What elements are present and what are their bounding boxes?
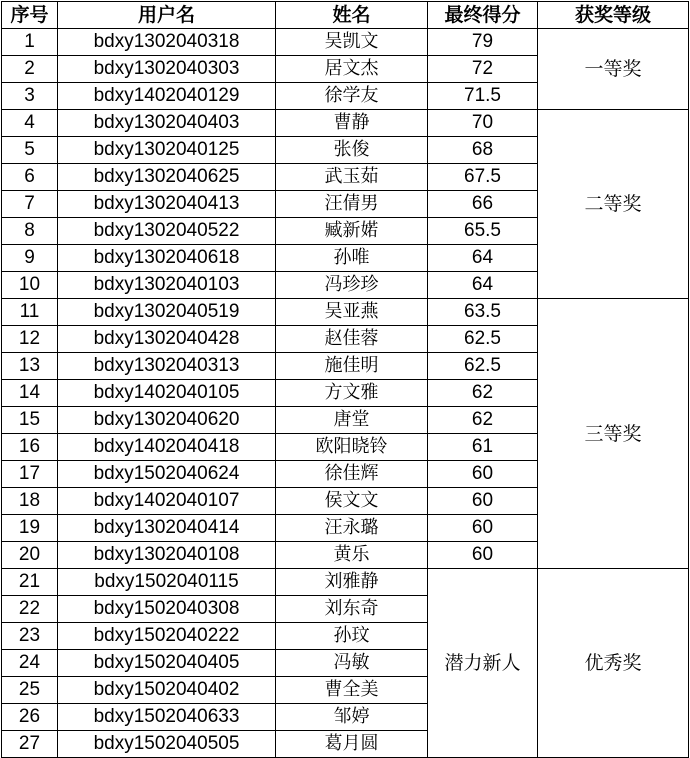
name-cell: 黄乐	[276, 542, 428, 569]
username-cell: bdxy1302040413	[58, 191, 276, 218]
name-cell: 武玉茹	[276, 164, 428, 191]
table-body	[2, 29, 689, 758]
row-number: 23	[2, 623, 58, 650]
row-number: 15	[2, 407, 58, 434]
username-cell: bdxy1402040105	[58, 380, 276, 407]
header-name: 姓名	[276, 2, 428, 29]
username-cell: bdxy1302040428	[58, 326, 276, 353]
name-cell: 曹全美	[276, 677, 428, 704]
row-number: 18	[2, 488, 58, 515]
header-username: 用户名	[58, 2, 276, 29]
score-cell: 60	[428, 461, 538, 488]
username-cell: bdxy1302040620	[58, 407, 276, 434]
name-cell: 居文杰	[276, 56, 428, 83]
username-cell: bdxy1302040303	[58, 56, 276, 83]
row-number: 9	[2, 245, 58, 272]
name-cell: 唐堂	[276, 407, 428, 434]
score-cell: 72	[428, 56, 538, 83]
table-row	[2, 110, 689, 137]
score-cell: 60	[428, 542, 538, 569]
username-cell: bdxy1502040222	[58, 623, 276, 650]
name-cell: 徐佳辉	[276, 461, 428, 488]
table-row	[2, 29, 689, 56]
row-number: 1	[2, 29, 58, 56]
name-cell: 徐学友	[276, 83, 428, 110]
name-cell: 侯文文	[276, 488, 428, 515]
row-number: 10	[2, 272, 58, 299]
username-cell: bdxy1502040402	[58, 677, 276, 704]
score-cell: 62.5	[428, 326, 538, 353]
score-cell: 64	[428, 245, 538, 272]
username-cell: bdxy1502040505	[58, 731, 276, 758]
row-number: 20	[2, 542, 58, 569]
name-cell: 曹静	[276, 110, 428, 137]
row-number: 5	[2, 137, 58, 164]
award-level-cell: 二等奖	[538, 110, 689, 299]
username-cell: bdxy1302040403	[58, 110, 276, 137]
row-number: 24	[2, 650, 58, 677]
row-number: 14	[2, 380, 58, 407]
row-number: 7	[2, 191, 58, 218]
award-level-cell: 一等奖	[538, 29, 689, 110]
row-number: 25	[2, 677, 58, 704]
name-cell: 赵佳蓉	[276, 326, 428, 353]
row-number: 13	[2, 353, 58, 380]
username-cell: bdxy1502040308	[58, 596, 276, 623]
name-cell: 葛月圆	[276, 731, 428, 758]
row-number: 2	[2, 56, 58, 83]
score-group-cell: 潜力新人	[428, 569, 538, 758]
username-cell: bdxy1402040418	[58, 434, 276, 461]
row-number: 4	[2, 110, 58, 137]
award-level-cell: 三等奖	[538, 299, 689, 569]
name-cell: 欧阳晓铃	[276, 434, 428, 461]
name-cell: 刘雅静	[276, 569, 428, 596]
table-row	[2, 569, 689, 596]
score-cell: 60	[428, 515, 538, 542]
name-cell: 邹婷	[276, 704, 428, 731]
username-cell: bdxy1502040115	[58, 569, 276, 596]
name-cell: 臧新婼	[276, 218, 428, 245]
name-cell: 张俊	[276, 137, 428, 164]
score-cell: 63.5	[428, 299, 538, 326]
username-cell: bdxy1302040108	[58, 542, 276, 569]
username-cell: bdxy1302040522	[58, 218, 276, 245]
row-number: 21	[2, 569, 58, 596]
username-cell: bdxy1502040633	[58, 704, 276, 731]
row-number: 3	[2, 83, 58, 110]
header-no: 序号	[2, 2, 58, 29]
row-number: 26	[2, 704, 58, 731]
username-cell: bdxy1502040624	[58, 461, 276, 488]
username-cell: bdxy1402040129	[58, 83, 276, 110]
row-number: 6	[2, 164, 58, 191]
name-cell: 吴亚燕	[276, 299, 428, 326]
name-cell: 冯珍珍	[276, 272, 428, 299]
name-cell: 汪永璐	[276, 515, 428, 542]
name-cell: 孙玟	[276, 623, 428, 650]
score-cell: 68	[428, 137, 538, 164]
row-number: 22	[2, 596, 58, 623]
name-cell: 刘东奇	[276, 596, 428, 623]
username-cell: bdxy1302040625	[58, 164, 276, 191]
username-cell: bdxy1302040103	[58, 272, 276, 299]
header-row	[2, 2, 689, 29]
table-row	[2, 299, 689, 326]
username-cell: bdxy1302040125	[58, 137, 276, 164]
score-cell: 61	[428, 434, 538, 461]
score-cell: 64	[428, 272, 538, 299]
award-level-cell: 优秀奖	[538, 569, 689, 758]
score-cell: 65.5	[428, 218, 538, 245]
row-number: 8	[2, 218, 58, 245]
score-cell: 62	[428, 407, 538, 434]
award-table	[1, 1, 689, 758]
username-cell: bdxy1302040618	[58, 245, 276, 272]
name-cell: 孙唯	[276, 245, 428, 272]
name-cell: 吴凯文	[276, 29, 428, 56]
username-cell: bdxy1302040414	[58, 515, 276, 542]
username-cell: bdxy1302040519	[58, 299, 276, 326]
row-number: 17	[2, 461, 58, 488]
username-cell: bdxy1302040318	[58, 29, 276, 56]
row-number: 27	[2, 731, 58, 758]
username-cell: bdxy1302040313	[58, 353, 276, 380]
name-cell: 方文雅	[276, 380, 428, 407]
row-number: 11	[2, 299, 58, 326]
row-number: 19	[2, 515, 58, 542]
name-cell: 冯敏	[276, 650, 428, 677]
row-number: 12	[2, 326, 58, 353]
name-cell: 汪倩男	[276, 191, 428, 218]
username-cell: bdxy1402040107	[58, 488, 276, 515]
row-number: 16	[2, 434, 58, 461]
score-cell: 70	[428, 110, 538, 137]
score-cell: 62.5	[428, 353, 538, 380]
name-cell: 施佳明	[276, 353, 428, 380]
header-award: 获奖等级	[538, 2, 689, 29]
username-cell: bdxy1502040405	[58, 650, 276, 677]
score-cell: 66	[428, 191, 538, 218]
score-cell: 62	[428, 380, 538, 407]
score-cell: 60	[428, 488, 538, 515]
header-score: 最终得分	[428, 2, 538, 29]
score-cell: 67.5	[428, 164, 538, 191]
score-cell: 79	[428, 29, 538, 56]
score-cell: 71.5	[428, 83, 538, 110]
